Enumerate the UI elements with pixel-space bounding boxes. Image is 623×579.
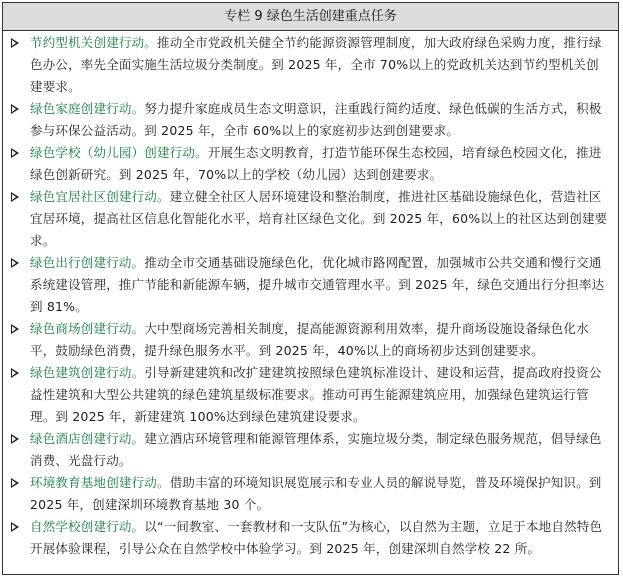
task-body: 引导新建建筑和改扩建建筑按照绿色建筑标准设计、建设和运营，提高政府投资公益性建筑和大型公共建筑的绿色建筑星级标准要求。推动可再生能源建筑应用，加强绿色建筑运行管理。到 2025 年，新建建筑 100%达到绿色建筑建设要求。 bbox=[30, 365, 602, 424]
arrow-bullet-icon bbox=[11, 38, 19, 48]
task-item bbox=[3, 472, 618, 516]
task-heading: 节约型机关创建行动。 bbox=[30, 35, 158, 50]
task-body: 努力提升家庭成员生态文明意识，注重践行简约适度、绿色低碳的生活方式，积极参与环保公益活动。到 2025 年，全市 60%以上的家庭初步达到创建要求。 bbox=[30, 101, 602, 138]
task-body: 借助丰富的环境知识展览展示和专业人员的解说导览，普及环境保护知识。到 2025 年，创建深圳环境教育基地 30 个。 bbox=[30, 475, 602, 512]
task-body: 推动全市党政机关健全节约能源资源管理制度，加大政府绿色采购力度，推行绿色办公，率先全面实施生活垃圾分类制度。到 2025 年，全市 70%以上的党政机关达到节约型机关创建要求。 bbox=[30, 35, 602, 94]
arrow-bullet-icon bbox=[11, 148, 19, 158]
task-body: 大中型商场完善相关制度，提高能源资源利用效率，提升商场设施设备绿色化水平，鼓励绿色消费，提升绿色服务水平。到 2025 年，40%以上的商场初步达到创建要求。 bbox=[30, 321, 589, 358]
task-heading: 环境教育基地创建行动。 bbox=[30, 475, 170, 490]
task-body: 以“一间教室、一套教材和一支队伍”为核心，以自然为主题，立足于本地自然特色开展体验课程，引导公众在自然学校中体验学习。到 2025 年，创建深圳自然学校 22 所。 bbox=[30, 519, 603, 556]
task-body: 建立酒店环境管理和能源管理体系，实施垃圾分类，制定绿色服务规范，倡导绿色消费、光盘行动。 bbox=[30, 431, 602, 468]
task-item bbox=[3, 362, 618, 428]
task-heading: 绿色建筑创建行动。 bbox=[30, 365, 145, 380]
arrow-bullet-icon bbox=[11, 368, 19, 378]
arrow-bullet-icon bbox=[11, 104, 19, 114]
task-item bbox=[3, 32, 618, 98]
task-heading: 自然学校创建行动。 bbox=[30, 519, 145, 534]
task-body: 开展生态文明教育，打造节能环保生态校园，培育绿色校园文化，推进绿色创新研究。到 2025 年，70%以上的学校（幼儿园）达到创建要求。 bbox=[30, 145, 602, 182]
task-item bbox=[3, 186, 618, 252]
task-heading: 绿色学校（幼儿园）创建行动。 bbox=[30, 145, 208, 160]
arrow-bullet-icon bbox=[11, 258, 19, 268]
task-item bbox=[3, 142, 618, 186]
task-item bbox=[3, 318, 618, 362]
task-list bbox=[3, 32, 618, 560]
task-heading: 绿色家庭创建行动。 bbox=[30, 101, 145, 116]
task-item bbox=[3, 428, 618, 472]
feature-box bbox=[2, 2, 619, 575]
task-heading: 绿色宜居社区创建行动。 bbox=[30, 189, 170, 204]
arrow-bullet-icon bbox=[11, 324, 19, 334]
arrow-bullet-icon bbox=[11, 434, 19, 444]
task-item bbox=[3, 98, 618, 142]
task-heading: 绿色酒店创建行动。 bbox=[30, 431, 145, 446]
arrow-bullet-icon bbox=[11, 192, 19, 202]
task-heading: 绿色出行创建行动。 bbox=[30, 255, 145, 270]
task-item bbox=[3, 516, 618, 560]
task-body: 建立健全社区人居环境建设和整治制度，推进社区基础设施绿色化，营造社区宜居环境，提高社区信息化智能化水平，培育社区绿色文化。到 2025 年，60%以上的社区达到创建要求。 bbox=[30, 189, 608, 248]
task-item bbox=[3, 252, 618, 318]
arrow-bullet-icon bbox=[11, 478, 19, 488]
task-heading: 绿色商场创建行动。 bbox=[30, 321, 145, 336]
task-body: 推动全市交通基础设施绿色化，优化城市路网配置，加强城市公共交通和慢行交通系统建设管理，推广节能和新能源车辆，提升城市交通管理水平。到 2025 年，绿色交通出行分担率达到 81%。 bbox=[30, 255, 605, 314]
arrow-bullet-icon bbox=[11, 522, 19, 532]
box-title: 专栏 9 绿色生活创建重点任务 bbox=[3, 3, 618, 31]
